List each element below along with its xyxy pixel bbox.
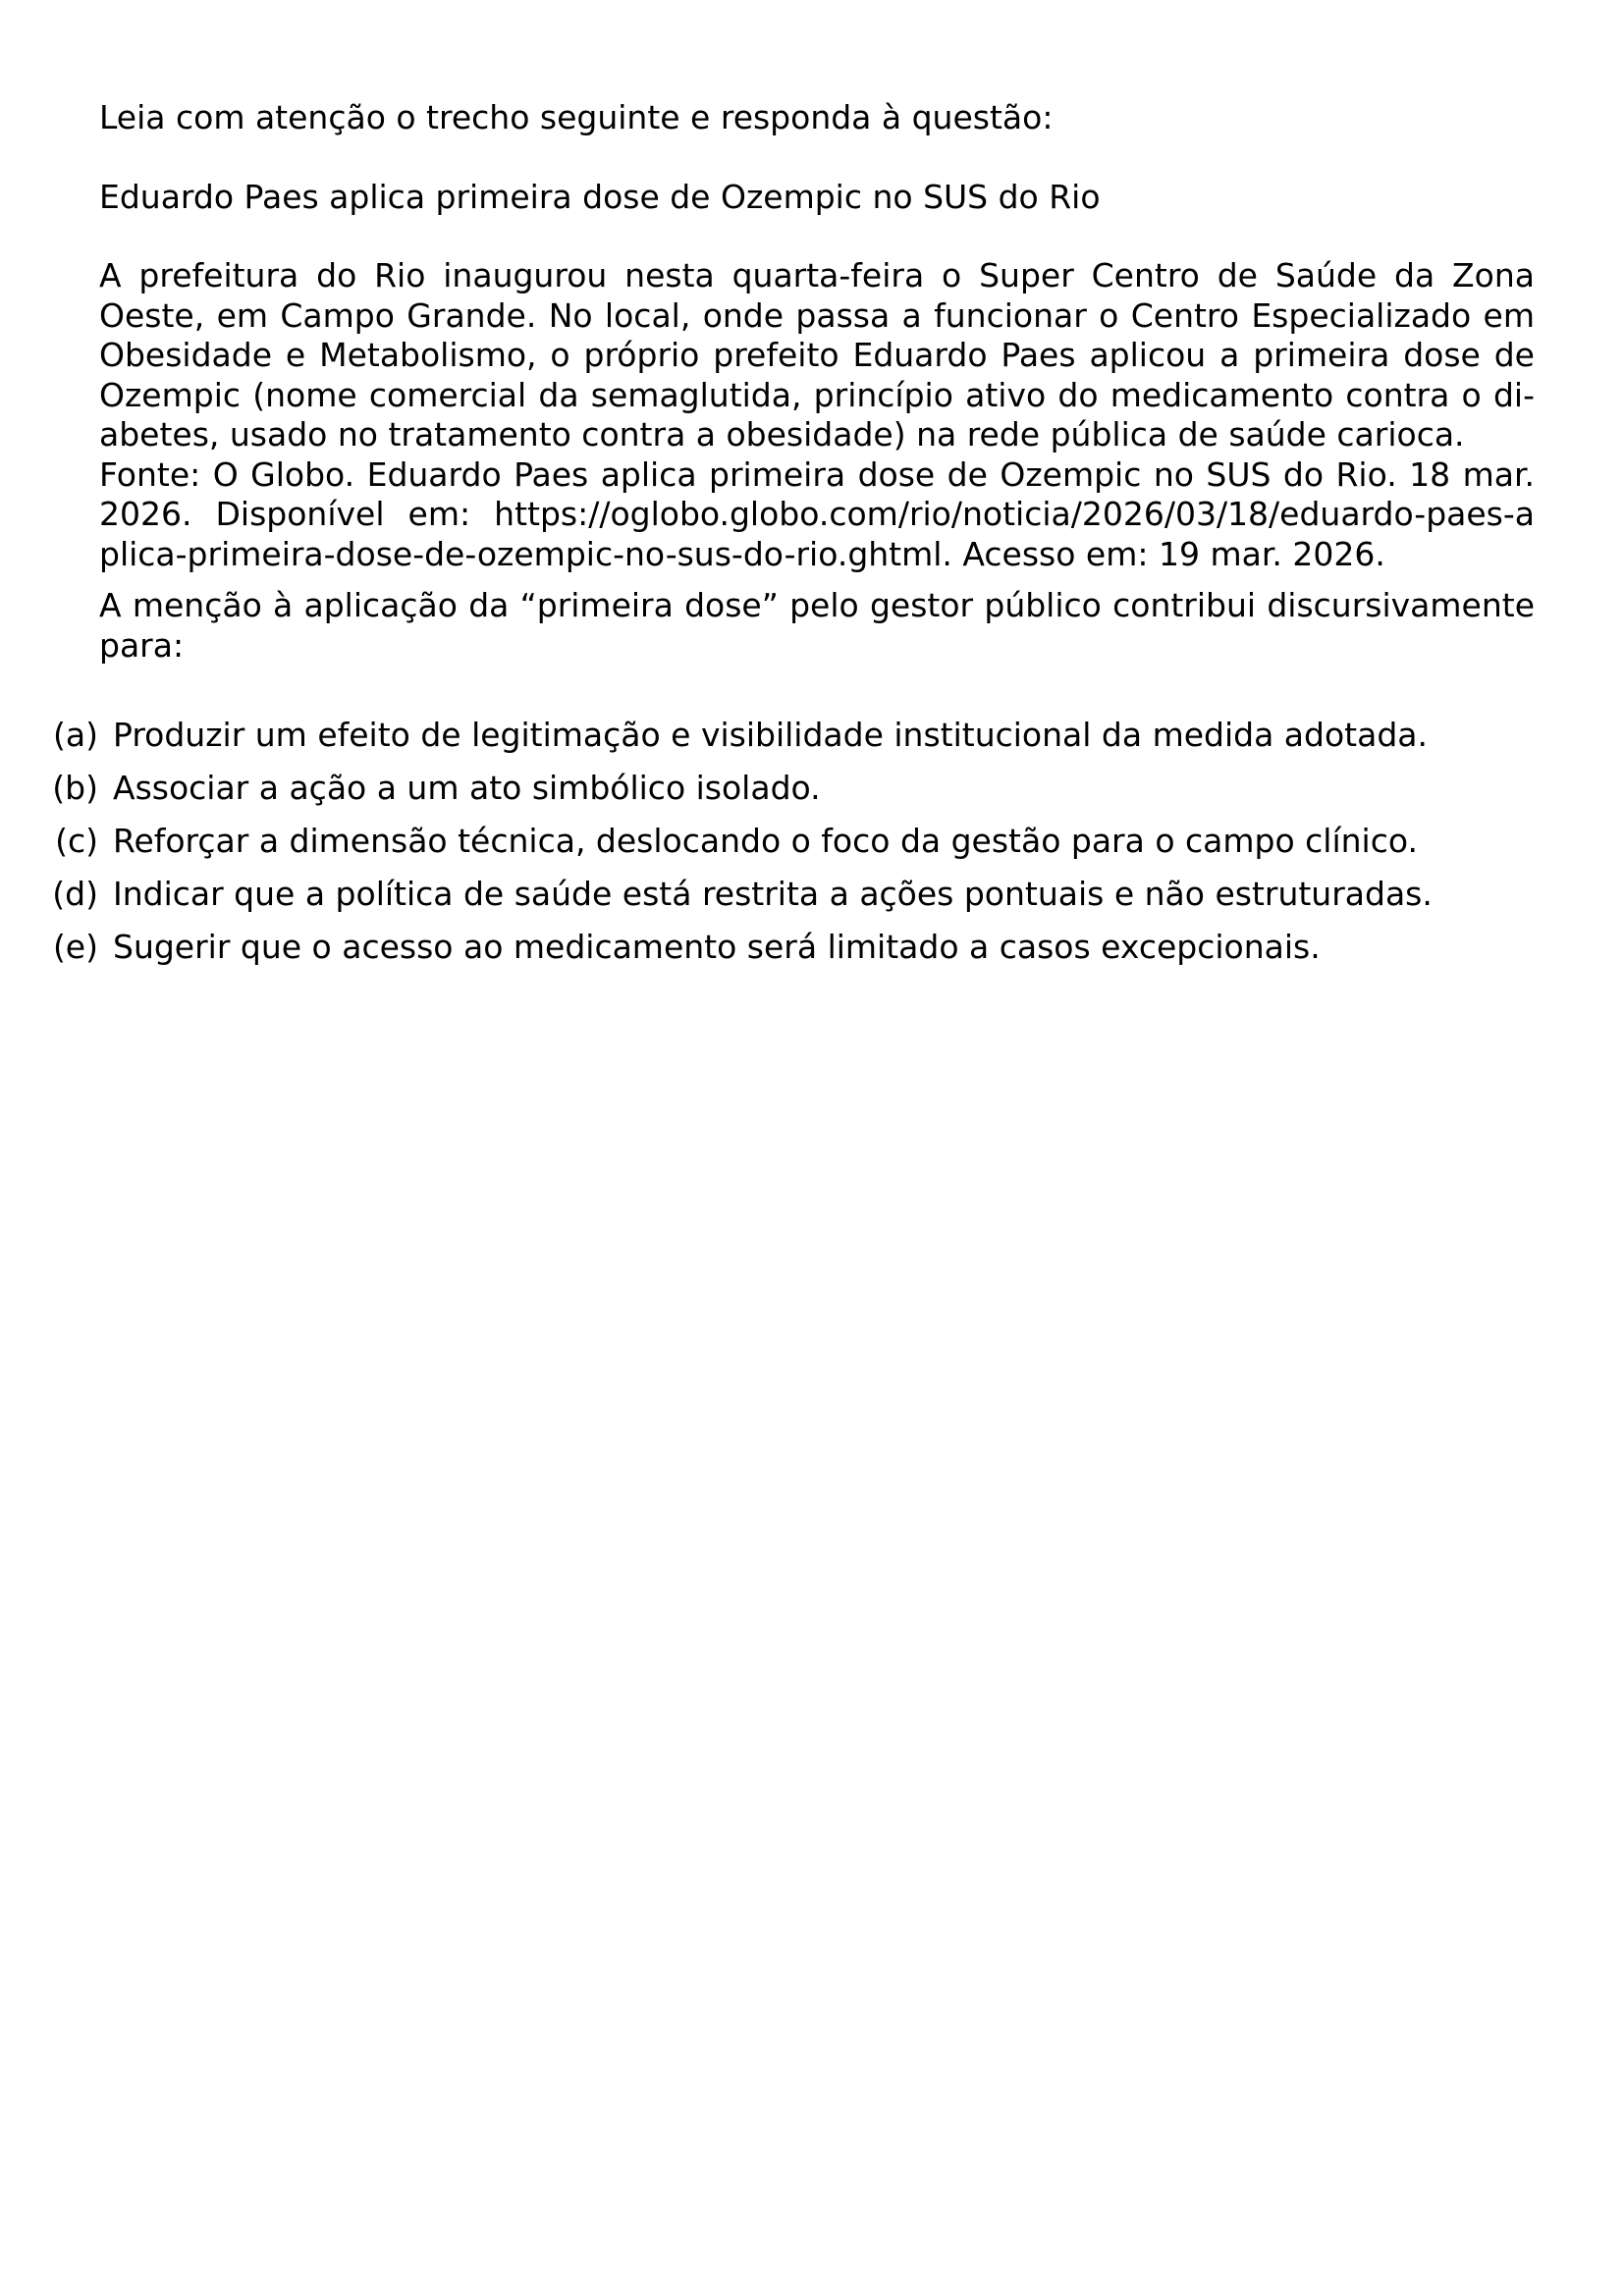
option-letter: (a) [53,716,98,754]
source-line: plica-primeira-dose-de-ozempic-no-sus-do-rio.ghtml. Acesso em: 19 mar. 2026. [99,534,1385,573]
source-citation [99,455,1535,575]
option-b[interactable] [0,762,1624,815]
question-body [99,98,1535,695]
paragraph-line: abetes, usado no tratamento contra a obesidade) na rede pública de saúde carioca. [99,415,1465,454]
option-d[interactable] [0,868,1624,921]
option-e[interactable] [0,921,1624,974]
option-a[interactable] [0,709,1624,762]
option-text: Sugerir que o acesso ao medicamento será limitado a casos excepcionais. [113,928,1321,966]
instruction-text: Leia com atenção o trecho seguinte e responda à questão: [99,98,1054,136]
question-prompt [99,586,1535,666]
option-text: Associar a ação a um ato simbólico isolado. [113,769,821,807]
source-line: 2026. Disponível em: https://oglobo.globo.com/rio/noticia/2026/03/18/eduardo-paes-a [99,495,1535,533]
source-line: Fonte: O Globo. Eduardo Paes aplica primeira dose de Ozempic no SUS do Rio. 18 mar. [99,454,1535,494]
option-text: Produzir um efeito de legitimação e visibilidade institucional da medida adotada. [113,716,1428,754]
paragraph-line: Obesidade e Metabolismo, o próprio prefeito Eduardo Paes aplicou a primeira dose de [99,336,1535,374]
paragraph-line: A prefeitura do Rio inaugurou nesta quarta-feira o Super Centro de Saúde da Zona [99,256,1535,294]
paragraph-line: Oeste, em Campo Grande. No local, onde passa a funcionar o Centro Especializado em [99,295,1535,335]
question-line: para: [99,625,185,665]
option-letter: (e) [52,928,98,966]
option-text: Indicar que a política de saúde está restrita a ações pontuais e não estruturadas. [113,875,1433,913]
answer-options [0,709,1624,974]
paragraph-line: Ozempic (nome comercial da semaglutida, princípio ativo do medicamento contra o di- [99,375,1535,414]
option-c[interactable] [0,815,1624,868]
question-line: A menção à aplicação da “primeira dose” pelo gestor público contribui discursivamente [99,586,1535,624]
article-title: Eduardo Paes aplica primeira dose de Ozempic no SUS do Rio [99,177,1101,216]
option-letter: (c) [55,822,98,860]
option-letter: (d) [52,875,98,913]
option-letter: (b) [52,769,98,807]
option-text: Reforçar a dimensão técnica, deslocando o foco da gestão para o campo clínico. [113,822,1418,860]
article-paragraph [99,256,1535,455]
